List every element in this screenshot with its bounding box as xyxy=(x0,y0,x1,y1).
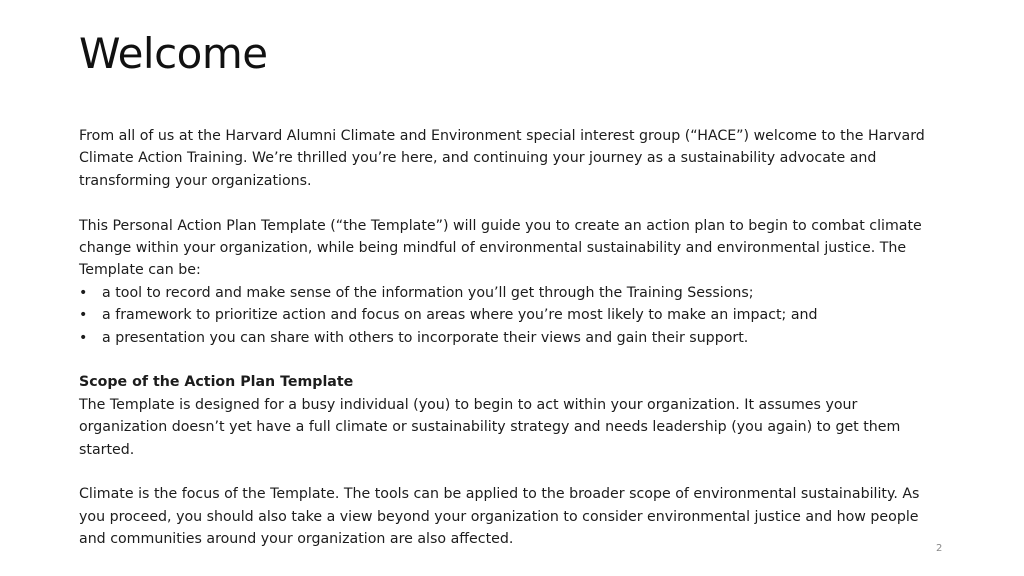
list-item-text: a framework to prioritize action and focus on areas where you’re most likely to make an impact; and xyxy=(102,307,818,324)
template-paragraph: This Personal Action Plan Template (“the Template”) will guide you to create an action plan to begin to combat climate change within your organization, while being mindful of environmental sustainability and environmental justice. The Template can be: xyxy=(79,217,922,279)
bullet-icon: • xyxy=(79,284,88,301)
intro-paragraph: From all of us at the Harvard Alumni Climate and Environment special interest group (“HACE”) welcome to the Harvard Climate Action Training. We’re thrilled you’re here, and continuing your journey as a sustainability advocate and transforming your organizations. xyxy=(79,128,925,189)
list-item xyxy=(79,304,939,326)
bullet-icon: • xyxy=(79,307,88,324)
climate-paragraph: Climate is the focus of the Template. The tools can be applied to the broader scope of environmental sustainability. As you proceed, you should also take a view beyond your organization to consider environmental justice and how people and communities around your organization are also affected. xyxy=(79,486,920,548)
template-uses-list xyxy=(79,282,939,349)
page-number: 2 xyxy=(936,543,943,554)
slide-body xyxy=(79,125,939,551)
bullet-icon: • xyxy=(79,329,88,346)
list-item xyxy=(79,282,939,304)
list-item-text: a tool to record and make sense of the information you’ll get through the Training Sessions; xyxy=(102,284,754,301)
slide-title: Welcome xyxy=(79,29,268,78)
scope-heading: Scope of the Action Plan Template xyxy=(79,374,354,391)
list-item xyxy=(79,327,939,349)
list-item-text: a presentation you can share with others to incorporate their views and gain their support. xyxy=(102,329,749,346)
scope-paragraph: The Template is designed for a busy individual (you) to begin to act within your organization. It assumes your organization doesn’t yet have a full climate or sustainability strategy and needs leadership (you again) to get them started. xyxy=(79,396,901,458)
